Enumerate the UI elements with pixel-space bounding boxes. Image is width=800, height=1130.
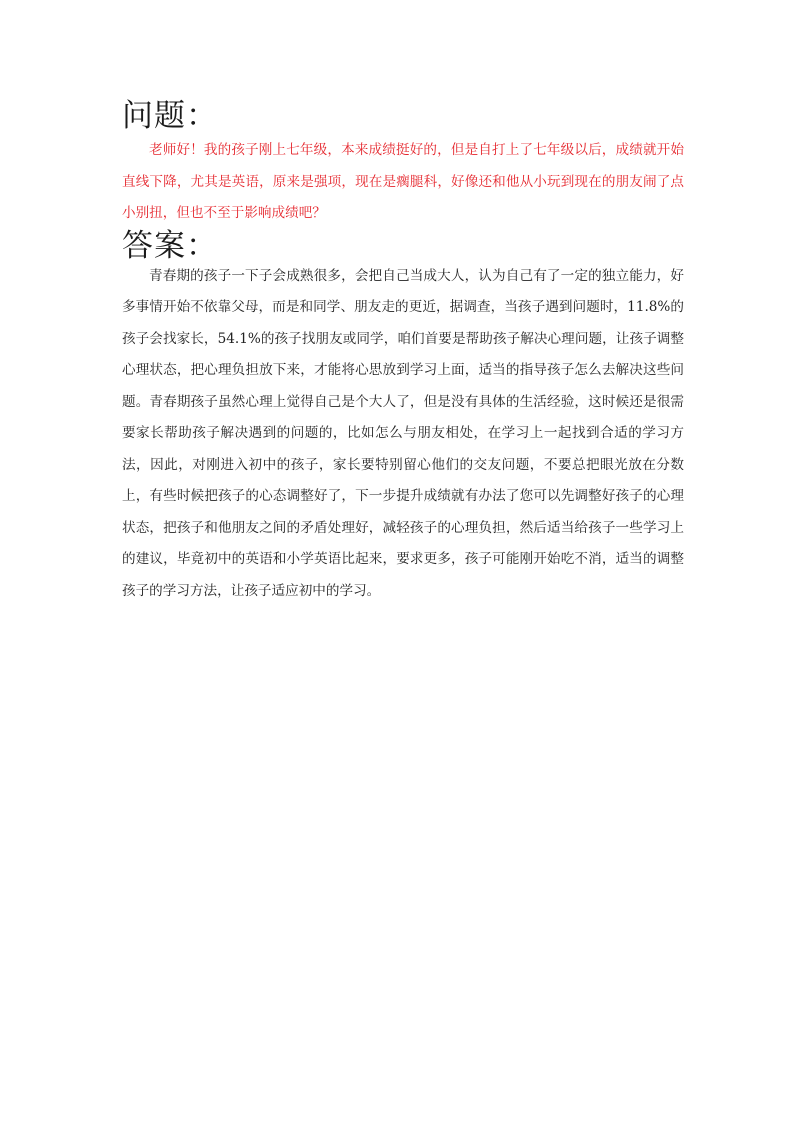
question-heading: 问题： [122, 98, 218, 134]
document-content [122, 98, 684, 607]
answer-heading: 答案： [122, 227, 218, 264]
answer-text: 青春期的孩子一下子会成熟很多，会把自己当成大人，认为自己有了一定的独立能力，好多事情开始不依靠父母，而是和同学、朋友走的更近，据调查，当孩子遇到问题时，11.8%的孩子会找家长，54.1%的孩子找朋友或同学，咱们首要是帮助孩子解决心理问题，让孩子调整心理状态，把心理负担放下来，才能将心思放到学习上面，适当的指导孩子怎么去解决这些问题。青春期孩子虽然心理上觉得自己是个大人了，但是没有具体的生活经验，这时候还是很需要家长帮助孩子解决遇到的问题的，比如怎么与朋友相处，在学习上一起找到合适的学习方法，因此，对刚进入初中的孩子，家长要特别留心他们的交友问题，不要总把眼光放在分数上，有些时候把孩子的心态调整好了，下一步提升成绩就有办法了您可以先调整好孩子的心理状态，把孩子和他朋友之间的矛盾处理好，减轻孩子的心理负担，然后适当给孩子一些学习上的建议，毕竟初中的英语和小学英语比起来，要求更多，孩子可能刚开始吃不消，适当的调整孩子的学习方法，让孩子适应初中的学习。 [122, 267, 684, 599]
question-text: 老师好！我的孩子刚上七年级，本来成绩挺好的，但是自打上了七年级以后，成绩就开始直线下降，尤其是英语，原来是强项，现在是瘸腿科，好像还和他从小玩到现在的朋友闹了点小别扭，但也不至于影响成绩吧？ [122, 142, 684, 221]
